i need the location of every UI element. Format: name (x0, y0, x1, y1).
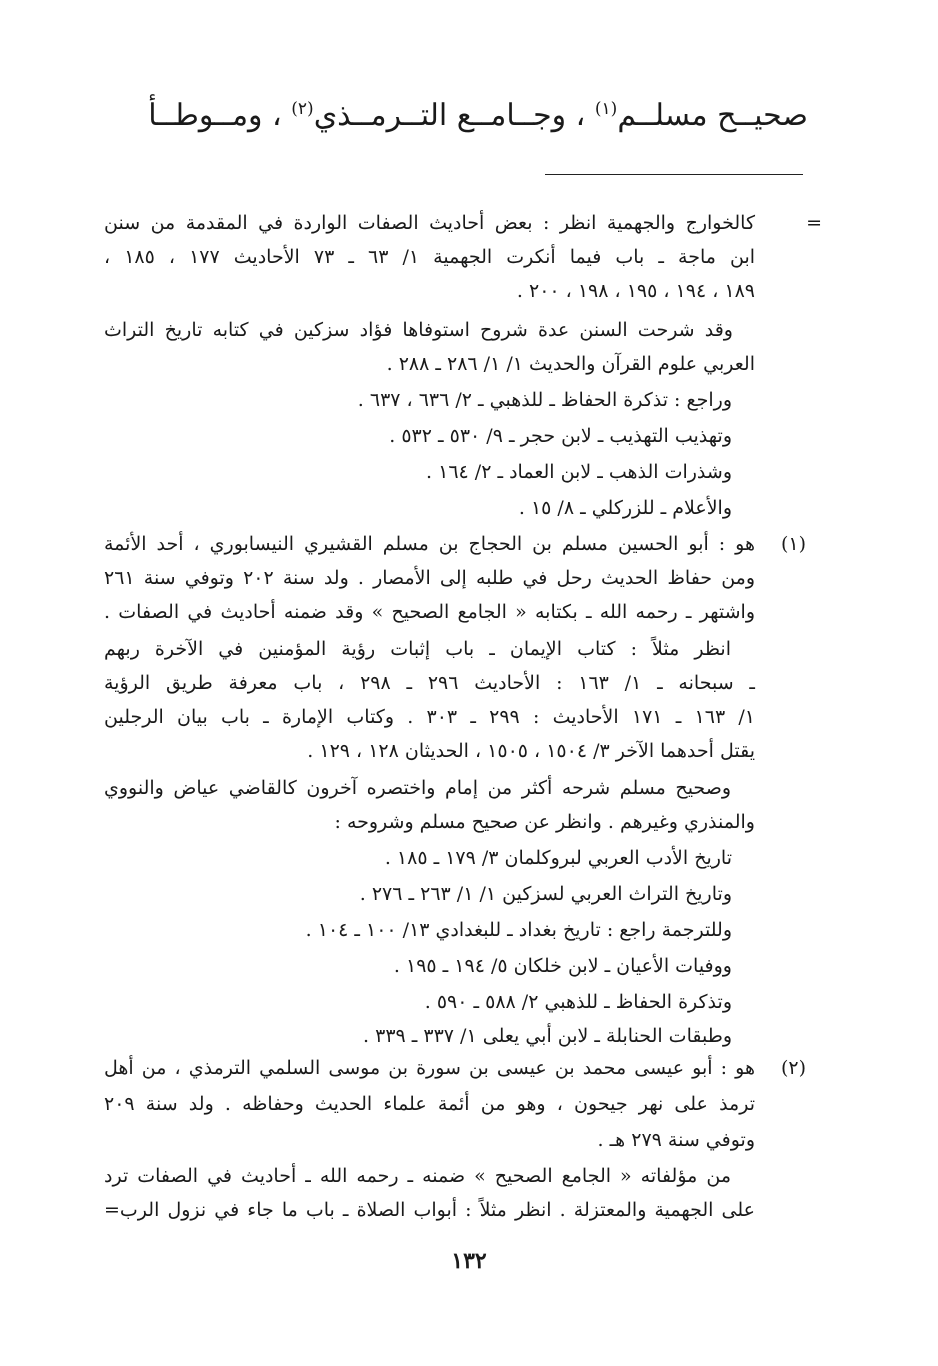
footnote-1-line-12: وللترجمة راجع : تاريخ بغداد ـ للبغدادي ١٣/ ١٠٠ ـ ١٠٤ . (305, 919, 732, 941)
heading-text-1: صحيــح مسلــم (617, 98, 808, 133)
footnote-1-line-7: يقتل أحدهما الآخر ٣/ ١٥٠٤ ، ١٥٠٥ ، الحديثان ١٢٨ ، ١٢٩ . (307, 740, 755, 762)
heading-ref-2: (٢) (291, 99, 314, 119)
continuation-marker: = (806, 212, 822, 234)
continued-line-3: ١٨٩ ، ١٩٤ ، ١٩٥ ، ١٩٨ ، ٢٠٠ . (516, 280, 755, 302)
footnote-1-line-13: ووفيات الأعيان ـ لابن خلكان ٥/ ١٩٤ ـ ١٩٥ . (393, 955, 732, 977)
footnote-2-line-4: من مؤلفاته « الجامع الصحيح » ضمنه ـ رحمه الله ـ أحاديث في الصفات ترد (104, 1165, 731, 1187)
footnote-1-line-8: وصحيح مسلم شرحه أكثر من إمام واختصره آخرون كالقاضي عياض والنووي (104, 777, 731, 799)
continued-line-5: العربي علوم القرآن والحديث ١/ ١/ ٢٨٦ ـ ٢٨٨ . (386, 353, 755, 375)
continued-line-6: وراجع : تذكرة الحفاظ ـ للذهبي ـ ٢/ ٦٣٦ ، ٦٣٧ . (357, 389, 732, 411)
footnote-2-line-2: ترمذ على نهر جيحون ، وهو من أئمة علماء الحديث وحفاظه . ولد سنة ٢٠٩ (104, 1093, 755, 1115)
footnote-1-line-10: تاريخ الأدب العربي لبروكلمان ٣/ ١٧٩ ـ ١٨٥ . (384, 847, 732, 869)
footnote-1-marker: (١) (780, 533, 806, 555)
heading-divider (545, 174, 803, 175)
heading-text-3: ، ومــوطــأ (148, 98, 282, 133)
footnote-2-line-1: هو : أبو عيسى محمد بن عيسى بن سورة بن موسى السلمي الترمذي ، من أهل (104, 1057, 755, 1079)
footnote-2-line-5: على الجهمية والمعتزلة . انظر مثلاً : أبواب الصلاة ـ باب ما جاء في نزول الرب= (104, 1199, 755, 1221)
footnote-1-line-2: ومن حفاظ الحديث رحل في طلبه إلى الأمصار . ولد سنة ٢٠٢ وتوفي سنة ٢٦١ (104, 567, 756, 589)
footnote-1-line-6: ١/ ١٦٣ ـ ١٧١ الأحاديث : ٢٩٩ ـ ٣٠٣ . وكتاب الإمارة ـ باب بيان الرجلين (104, 706, 755, 728)
continued-line-1: كالخوارج والجهمية انظر : بعض أحاديث الصفات الواردة في المقدمة من سنن (104, 212, 755, 234)
footnote-1-line-9: والمنذري وغيرهم . وانظر عن صحيح مسلم وشروحه : (334, 811, 755, 833)
footnote-1-line-15: وطبقات الحنابلة ـ لابن أبي يعلى ١/ ٣٣٧ ـ ٣٣٩ . (363, 1025, 732, 1047)
continued-line-7: وتهذيب التهذيب ـ لابن حجر ـ ٩/ ٥٣٠ ـ ٥٣٢ . (389, 425, 732, 447)
footnote-1-line-1: هو : أبو الحسين مسلم بن الحجاج بن مسلم القشيري النيسابوري ، أحد الأئمة (104, 533, 755, 555)
footnote-1-line-14: وتذكرة الحفاظ ـ للذهبي ٢/ ٥٨٨ ـ ٥٩٠ . (424, 991, 732, 1013)
footnote-1-line-4: انظر مثلاً : كتاب الإيمان ـ باب إثبات رؤية المؤمنين في الآخرة ربهم (104, 638, 731, 660)
footnote-2-marker: (٢) (780, 1057, 806, 1079)
footnote-1-line-3: واشتهر ـ رحمه الله ـ بكتابه « الجامع الصحيح » وقد ضمنه أحاديث في الصفات . (104, 601, 755, 623)
page-number: ١٣٢ (451, 1248, 487, 1274)
heading-text-2: ، وجــامــع التــرمــذي (313, 98, 586, 133)
footnote-1-line-11: وتاريخ التراث العربي لسزكين ١/ ١/ ٢٦٣ ـ ٢٧٦ . (359, 883, 732, 905)
footnote-2-line-3: وتوفي سنة ٢٧٩ هـ . (597, 1129, 755, 1151)
continued-line-4: وقد شرحت السنن عدة شروح استوفاها فؤاد سزكين في كتابه تاريخ التراث (104, 319, 733, 341)
continued-line-2: ابن ماجة ـ باب فيما أنكرت الجهمية ١/ ٦٣ ـ ٧٣ الأحاديث ١٧٧ ، ١٨٥ ، (104, 246, 756, 268)
continued-line-8: وشذرات الذهب ـ لابن العماد ـ ٢/ ١٦٤ . (426, 461, 732, 483)
footnote-1-line-5: ـ سبحانه ـ ١/ ١٦٣ : الأحاديث ٢٩٦ ـ ٢٩٨ ، باب معرفة طريق الرؤية (104, 672, 755, 694)
continued-line-9: والأعلام ـ للزركلي ـ ٨/ ١٥ . (518, 497, 732, 519)
page-heading (148, 98, 808, 133)
heading-ref-1: (١) (594, 99, 618, 119)
